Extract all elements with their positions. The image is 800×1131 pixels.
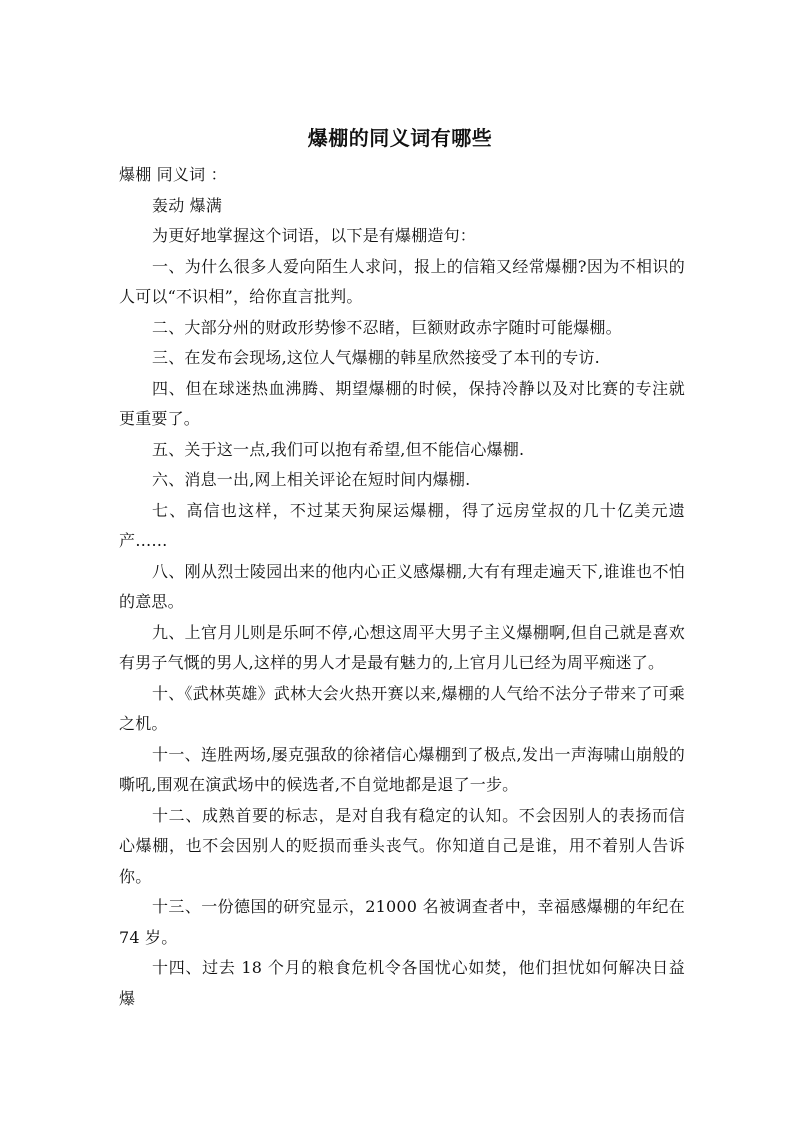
example-sentence: 十、《武林英雄》武林大会火热开赛以来,爆棚的人气给不法分子带来了可乘之机。 <box>119 683 685 733</box>
example-sentence: 十四、过去 18 个月的粮食危机令各国忧心如焚，他们担忧如何解决日益爆 <box>119 958 685 1008</box>
example-sentence: 七、高信也这样，不过某天狗屎运爆棚，得了远房堂叔的几十亿美元遗产…… <box>119 500 685 550</box>
synonym-label: 爆棚 同义词 ： <box>119 165 227 184</box>
document-body <box>119 160 685 1014</box>
example-sentence: 二、大部分州的财政形势惨不忍睹，巨额财政赤字随时可能爆棚。 <box>152 317 622 337</box>
example-sentence: 十三、一份德国的研究显示，21000 名被调查者中，幸福感爆棚的年纪在 74 岁。 <box>119 897 685 947</box>
example-sentence: 十二、成熟首要的标志，是对自我有稳定的认知。不会因别人的表扬而信心爆棚，也不会因别人的贬损而垂头丧气。你知道自己是谁，用不着别人告诉你。 <box>119 805 685 886</box>
example-sentence: 十一、连胜两场,屡克强敌的徐褚信心爆棚到了极点,发出一声海啸山崩般的嘶吼,围观在演武场中的候选者,不自觉地都是退了一步。 <box>119 744 685 794</box>
example-sentence: 四、但在球迷热血沸腾、期望爆棚的时候，保持冷静以及对比赛的专注就更重要了。 <box>119 378 685 428</box>
example-sentence: 九、上官月儿则是乐呵不停,心想这周平大男子主义爆棚啊,但自己就是喜欢有男子气慨的男人,这样的男人才是最有魅力的,上官月儿已经为周平痴迷了。 <box>119 622 685 672</box>
example-sentence: 三、在发布会现场,这位人气爆棚的韩星欣然接受了本刊的专访. <box>152 348 600 367</box>
example-sentence: 五、关于这一点,我们可以抱有希望,但不能信心爆棚. <box>152 439 525 459</box>
example-sentence: 六、消息一出,网上相关评论在短时间内爆棚. <box>152 470 471 489</box>
intro-paragraph: 为更好地掌握这个词语，以下是有爆棚造句： <box>152 226 477 245</box>
example-sentence: 一、为什么很多人爱向陌生人求问，报上的信箱又经常爆棚?因为不相识的人可以“不识相”，给你直言批判。 <box>119 256 685 306</box>
document-title: 爆棚的同义词有哪些 <box>307 126 493 150</box>
example-sentence: 八、刚从烈士陵园出来的他内心正义感爆棚,大有有理走遍天下,谁谁也不怕的意思。 <box>119 561 685 611</box>
synonym-list: 轰动 爆满 <box>152 195 223 215</box>
